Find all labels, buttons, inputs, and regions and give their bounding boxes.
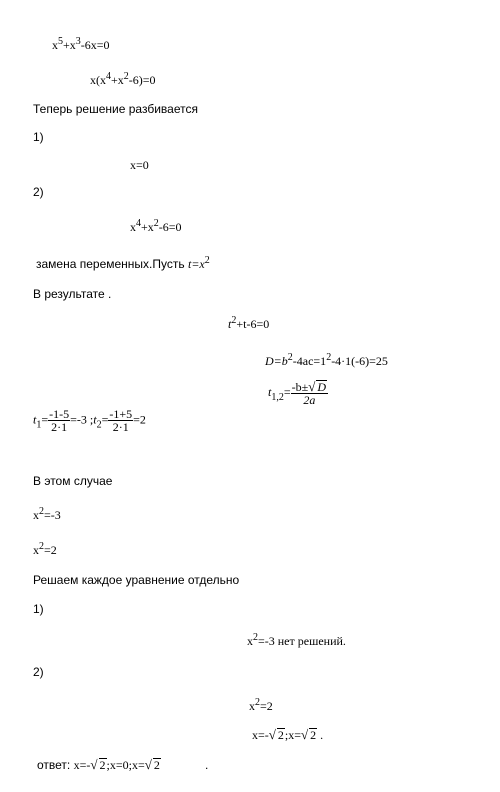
x-squared-neg3: $x^2=-3$	[33, 506, 61, 522]
sqrt-symbol: √	[301, 727, 309, 742]
sqrt-symbol: √	[144, 757, 152, 772]
case-1-root: x=0	[130, 158, 149, 172]
discriminant-formula: $D=b^2-4ac=1^2-4\cdot 1(-6)=25$	[265, 352, 388, 368]
case-1-label-b: 1)	[33, 602, 44, 616]
solve-each-text: Решаем каждое уравнение отдельно	[33, 573, 240, 587]
substitution-line: замена переменных.Пусть $t=x^2$	[36, 255, 210, 271]
result-intro-text: В результате .	[33, 287, 112, 301]
case-2-label-b: 2)	[33, 665, 44, 679]
original-equation: $x^5+x^3-6x=0$	[52, 36, 110, 52]
sqrt-symbol: √	[268, 727, 276, 742]
positive-roots: x=-√ 2;x=√ 2 .	[252, 727, 324, 742]
in-this-case-text: В этом случае	[33, 474, 113, 488]
case-2-equation: $x^4+x^2-6=0$	[130, 218, 182, 234]
sqrt-symbol: √	[308, 379, 316, 394]
t1-fraction: $\frac{-1-5}{2\cdot 1}$	[49, 407, 70, 434]
t2-fraction: $\frac{-1+5}{2\cdot 1}$	[109, 407, 133, 434]
case-2-label: 2)	[33, 185, 44, 199]
case-1-label: 1)	[33, 130, 44, 144]
factored-equation: $x(x^4+x^2-6)=0$	[90, 71, 156, 87]
sqrt-symbol: √	[90, 757, 98, 772]
trailing-dot: .	[205, 758, 209, 772]
answer-line: ответ: x=-√ 2;x=0;x=√ 2	[37, 757, 160, 772]
x-squared-2: $x^2=2$	[33, 541, 57, 557]
t-roots-line: $t_1=$ $\frac{-1-5}{2\cdot 1}$ =-3 $;t_2=$ $\frac{-1+5}{2\cdot 1}$ =2	[33, 407, 146, 434]
roots-formula: $t_{1,2}=$ $\frac{-b\pm√ D}{2a}$	[268, 379, 327, 407]
t-quadratic-equation: $t^2+t-6=0$	[228, 315, 270, 331]
x-squared-2-b: $x^2=2$	[249, 697, 273, 713]
no-solution-line: $x^2=-3$ нет решений.	[247, 632, 346, 648]
roots-fraction: $\frac{-b\pm√ D}{2a}$	[291, 379, 327, 407]
split-intro-text: Теперь решение разбивается	[33, 102, 198, 116]
